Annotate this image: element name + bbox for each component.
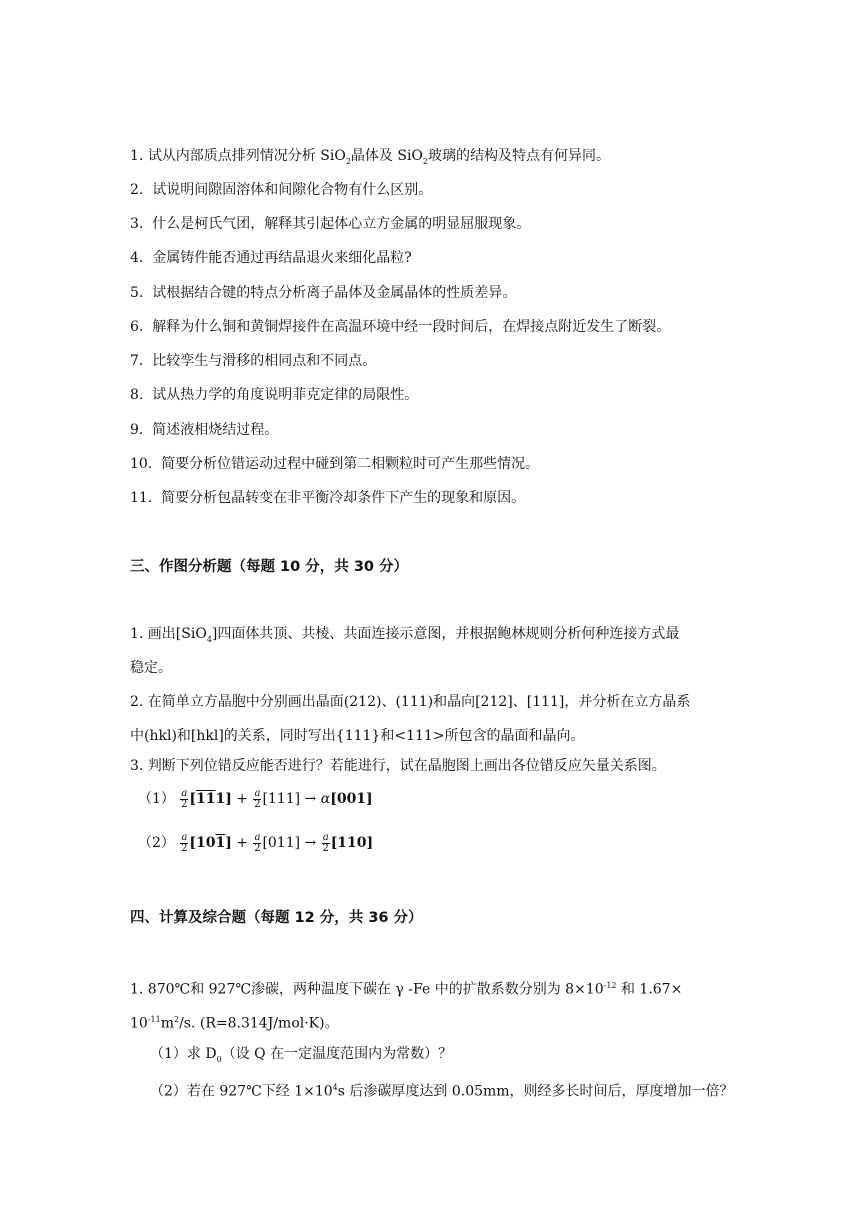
section-4-subquestion-2: （2）若在 927℃下经 $1\times 10^4s$ 后渗碳厚度达到 0.05mm，则经多长时间后，厚度增加一倍？: [150, 1083, 734, 1100]
question-11: 11. 简要分析包晶转变在非平衡冷却条件下产生的现象和原因。: [130, 490, 526, 506]
section-4-question-1: 1. 870℃和 927℃渗碳，两种温度下碳在 γ -Fe 中的扩散系数分别为 $8\times 10^{-12}$ 和 1.67×: [130, 981, 683, 998]
fraction: $\frac{a}{2}$: [254, 787, 261, 810]
dislocation-equation-2: （2） $\frac{a}{2}$ [101] + $\frac{a}{2}$ [011] → $\frac{a}{2}$ [110]: [138, 831, 374, 854]
question-text: 试从内部质点排列情况分析 SiO$_2$晶体及 SiO$_2$玻璃的结构及特点有何异同。: [147, 148, 610, 166]
section-3-question-2-cont: 中(hkl)和[hkl]的关系，同时写出{111}和<111>所包含的晶面和晶向。: [130, 728, 585, 744]
dislocation-equation-1: （1） $\frac{a}{2}$ [111] + $\frac{a}{2}$ [111] → α[001]: [138, 787, 373, 810]
fraction: $\frac{a}{2}$: [181, 831, 188, 854]
section-3-heading: 三、作图分析题（每题 10 分，共 30 分）: [130, 559, 409, 575]
fraction: $\frac{a}{2}$: [322, 831, 329, 854]
section-4-question-1-cont: $10^{-11}m^2/s$. (R=8.314J/mol·K)。: [130, 1015, 339, 1032]
question-text: 试根据结合键的特点分析离子晶体及金属晶体的性质差异。: [152, 285, 517, 301]
fraction: $\frac{a}{2}$: [181, 787, 188, 810]
question-10: 10. 简要分析位错运动过程中碰到第二相颗粒时可产生那些情况。: [130, 456, 540, 472]
section-4-subquestion-1: （1）求 $D_0$（设 Q 在一定温度范围内为常数）？: [150, 1046, 453, 1064]
question-text: 试说明间隙固溶体和间隙化合物有什么区别。: [152, 182, 433, 198]
question-text: 简述液相烧结过程。: [152, 422, 279, 438]
question-1: [130, 146, 610, 172]
section-3-question-2: 2. 在简单立方晶胞中分别画出晶面(212)、(111)和晶向[212]、[111]，并分析在立方晶系: [130, 694, 691, 710]
section-4-heading: 四、计算及综合题（每题 12 分，共 36 分）: [130, 910, 423, 926]
question-8: 8. 试从热力学的角度说明菲克定律的局限性。: [130, 387, 419, 403]
question-text: 试从热力学的角度说明菲克定律的局限性。: [152, 387, 419, 403]
question-text: 金属铸件能否通过再结晶退火来细化晶粒?: [152, 250, 412, 266]
fraction: $\frac{a}{2}$: [254, 831, 261, 854]
section-3-question-1-cont: 稳定。: [130, 660, 172, 676]
question-2: 2. 试说明间隙固溶体和间隙化合物有什么区别。: [130, 182, 433, 198]
section-3-question-1: 1. 画出[SiO$_4$]四面体共顶、共棱、共面连接示意图，并根据鲍林规则分析何种连接方式最: [130, 626, 680, 644]
question-5: 5. 试根据结合键的特点分析离子晶体及金属晶体的性质差异。: [130, 285, 517, 301]
question-3: 3. 什么是柯氏气团，解释其引起体心立方金属的明显屈服现象。: [130, 216, 531, 232]
question-text: 解释为什么铜和黄铜焊接件在高温环境中经一段时间后，在焊接点附近发生了断裂。: [152, 319, 671, 335]
section-3-question-3: 3. 判断下列位错反应能否进行？若能进行，试在晶胞图上画出各位错反应矢量关系图。: [130, 758, 666, 774]
question-text: 比较孪生与滑移的相同点和不同点。: [152, 353, 377, 369]
question-9: 9. 简述液相烧结过程。: [130, 422, 279, 438]
question-text: 什么是柯氏气团，解释其引起体心立方金属的明显屈服现象。: [152, 216, 531, 232]
question-6: 6. 解释为什么铜和黄铜焊接件在高温环境中经一段时间后，在焊接点附近发生了断裂。: [130, 319, 671, 335]
question-text: 简要分析包晶转变在非平衡冷却条件下产生的现象和原因。: [161, 490, 526, 506]
question-4: 4. 金属铸件能否通过再结晶退火来细化晶粒?: [130, 250, 412, 266]
question-text: 简要分析位错运动过程中碰到第二相颗粒时可产生那些情况。: [161, 456, 540, 472]
question-7: 7. 比较孪生与滑移的相同点和不同点。: [130, 353, 377, 369]
question-number: 1.: [130, 148, 144, 164]
